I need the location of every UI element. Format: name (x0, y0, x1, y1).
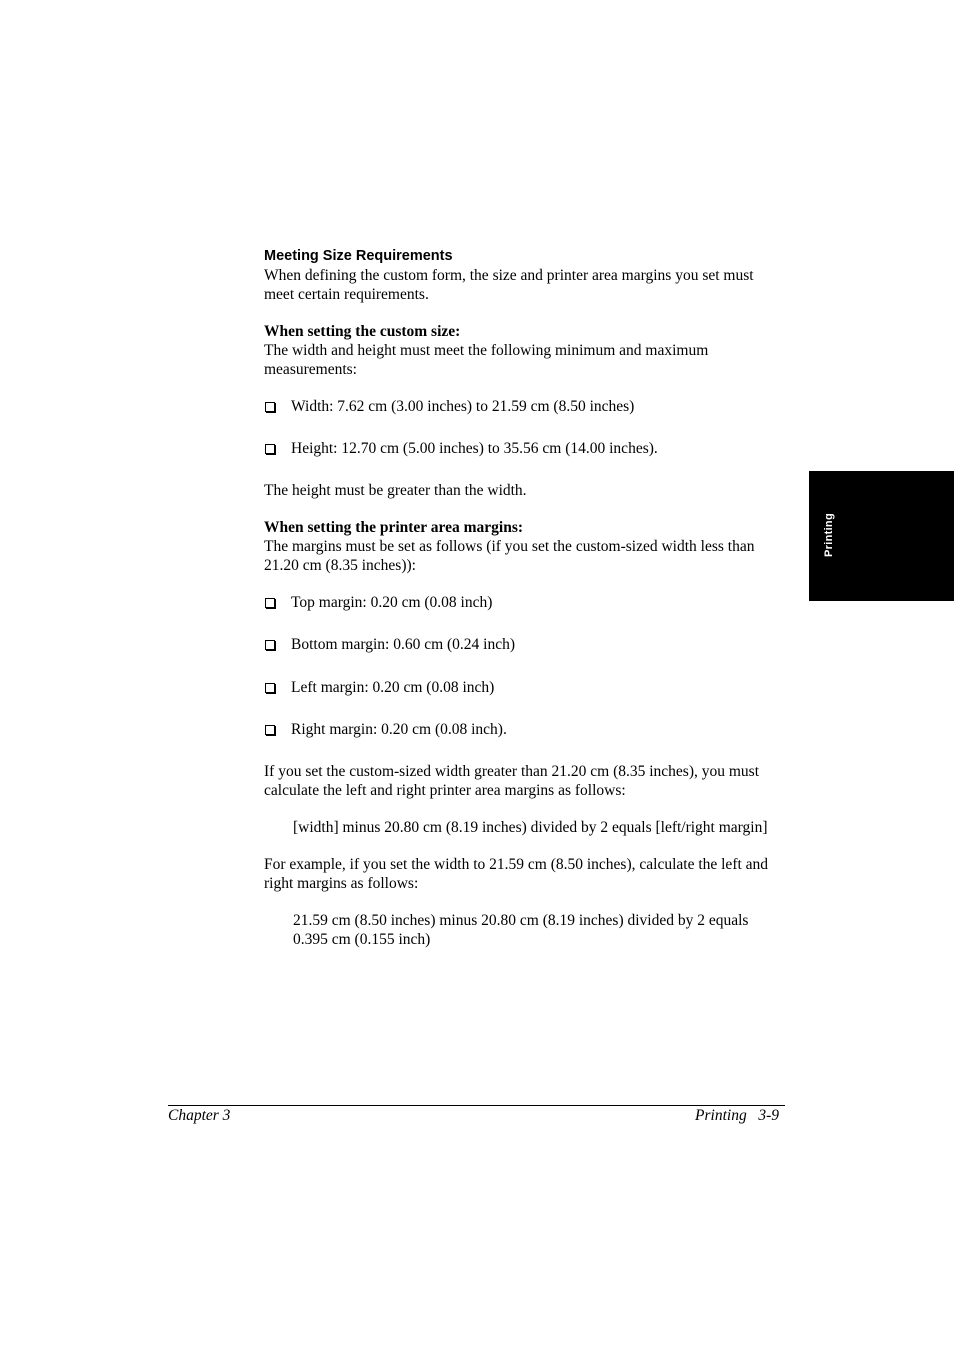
bullet-text: Right margin: 0.20 cm (0.08 inch). (291, 721, 507, 738)
bullet-text: Height: 12.70 cm (5.00 inches) to 35.56 cm (14.00 inches). (291, 440, 658, 457)
checkbox-bullet-icon (265, 640, 275, 650)
checkbox-bullet-icon (265, 598, 275, 608)
page-content (264, 247, 786, 949)
bullet-text: Bottom margin: 0.60 cm (0.24 inch) (291, 636, 516, 653)
section-heading: Meeting Size Requirements (264, 248, 453, 264)
greater-width-text: If you set the custom-sized width greater than 21.20 cm (8.35 inches), you must calculate the left and right printer area margins as follows: (264, 763, 760, 799)
checkbox-bullet-icon (265, 444, 275, 454)
margins-text: The margins must be set as follows (if you set the custom-sized width less than 21.20 cm (8.35 inches)): (264, 538, 755, 574)
checkbox-bullet-icon (265, 683, 275, 693)
bullet-bottom-margin (264, 635, 786, 654)
bullet-right-margin (264, 720, 786, 739)
height-note: The height must be greater than the width. (264, 482, 527, 499)
section-intro: When defining the custom form, the size and printer area margins you set must meet certain requirements. (264, 267, 754, 303)
example-formula: 21.59 cm (8.50 inches) minus 20.80 cm (8.19 inches) divided by 2 equals 0.395 cm (0.155 inch) (293, 912, 749, 948)
bullet-left-margin (264, 678, 786, 697)
margin-formula: [width] minus 20.80 cm (8.19 inches) divided by 2 equals [left/right margin] (293, 819, 768, 836)
footer-page-number: Printing 3-9 (695, 1107, 779, 1124)
margins-heading: When setting the printer area margins: (264, 519, 524, 536)
custom-size-heading: When setting the custom size: (264, 323, 461, 340)
bullet-text: Left margin: 0.20 cm (0.08 inch) (291, 679, 495, 696)
bullet-height (264, 439, 786, 458)
bullet-text: Top margin: 0.20 cm (0.08 inch) (291, 594, 493, 611)
example-text: For example, if you set the width to 21.59 cm (8.50 inches), calculate the left and right margins as follows: (264, 856, 769, 892)
custom-size-text: The width and height must meet the following minimum and maximum measurements: (264, 342, 709, 378)
bullet-width (264, 397, 786, 416)
bullet-text: Width: 7.62 cm (3.00 inches) to 21.59 cm (8.50 inches) (291, 398, 635, 415)
bullet-top-margin (264, 593, 786, 612)
side-tab-label: Printing (823, 513, 835, 557)
checkbox-bullet-icon (265, 402, 275, 412)
checkbox-bullet-icon (265, 725, 275, 735)
footer-chapter: Chapter 3 (168, 1107, 231, 1124)
footer-rule (168, 1105, 785, 1106)
